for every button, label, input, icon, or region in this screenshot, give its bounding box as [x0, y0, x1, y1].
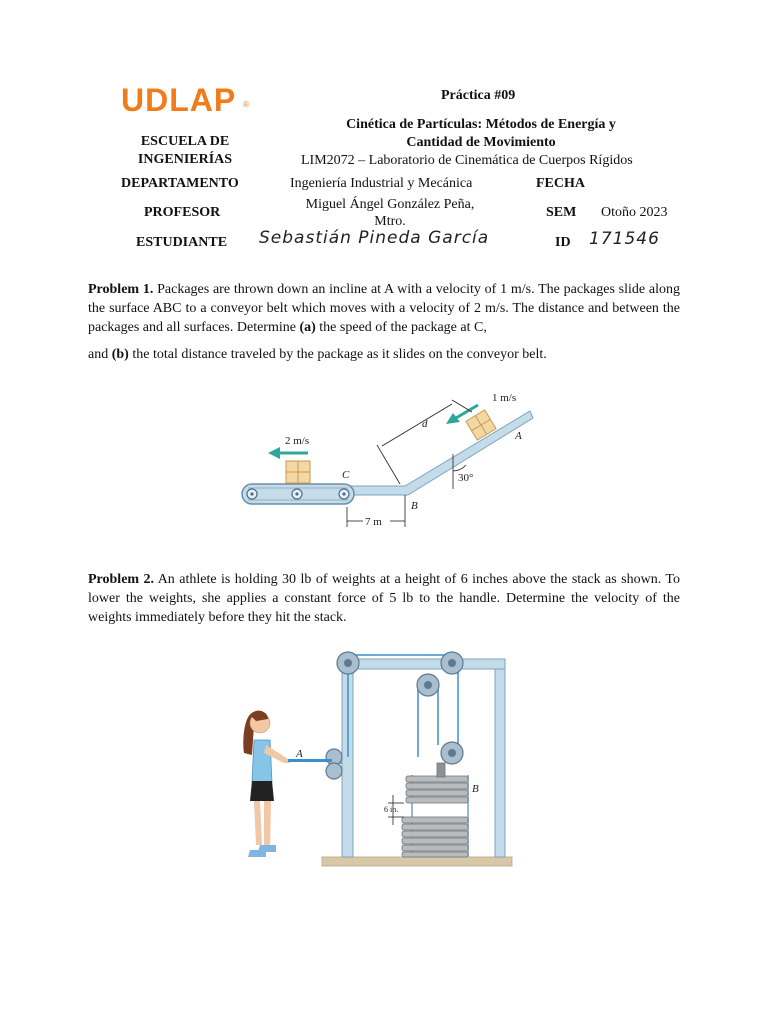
handle: [288, 759, 332, 762]
part-b-marker: (b): [111, 347, 129, 362]
semester-value: Otoño 2023: [601, 205, 668, 220]
figure-incline-conveyor: [230, 385, 540, 535]
floor: [322, 857, 512, 866]
problem-1-text: [88, 280, 680, 337]
package-on-belt: [286, 461, 310, 483]
registered-mark: ®: [243, 100, 249, 109]
professor-value-line1: Miguel Ángel González Peña,: [305, 197, 475, 212]
course-name: LIM2072 – Laboratorio de Cinemática de Cuerpos Rígidos: [301, 153, 633, 168]
label-belt-velocity: 2 m/s: [285, 435, 310, 447]
athlete-figure: [243, 711, 332, 857]
practice-title: Práctica #09: [441, 88, 516, 103]
label-6in: 6 in.: [384, 805, 399, 814]
id-label: ID: [555, 235, 571, 250]
student-label: ESTUDIANTE: [136, 235, 228, 250]
label-weights-b: B: [472, 783, 479, 795]
label-point-c: C: [342, 469, 350, 481]
problem-1-heading: Problem 1.: [88, 282, 154, 297]
athlete-shoe-right: [258, 845, 276, 852]
label-incline-velocity: 1 m/s: [492, 392, 517, 404]
semester-label: SEM: [546, 205, 577, 220]
athlete-leg-left: [254, 801, 262, 845]
problem-1-and: and: [88, 347, 112, 362]
problem-2-body: An athlete is holding 30 lb of weights at a height of 6 inches above the stack as shown. To lower the weights, she applies a constant force of 5 lb to the handle. Determine the velocity of the weights immediately before they hit the stack.: [88, 572, 680, 625]
date-label: FECHA: [536, 176, 585, 191]
label-point-a: A: [515, 430, 522, 442]
udlap-logo: UDLAP: [121, 82, 237, 118]
figure-weight-machine: [230, 645, 530, 875]
topic-title-line1: Cinética de Partículas: Métodos de Energía y: [346, 117, 616, 132]
athlete-shorts: [250, 781, 274, 801]
incline-surface: [348, 411, 533, 495]
label-point-b: B: [411, 500, 418, 512]
professor-value-line2: Mtro.: [374, 214, 406, 229]
label-7m: 7 m: [365, 516, 382, 528]
problem-1-body-3: the total distance traveled by the package as it slides on the conveyor belt.: [128, 347, 547, 362]
athlete-shirt: [252, 740, 272, 782]
label-handle-a: A: [296, 748, 303, 760]
belt-velocity-arrow: [268, 447, 308, 459]
weight-stack: [402, 817, 468, 857]
label-angle: 30°: [458, 472, 474, 484]
student-id-handwritten: 171546: [589, 229, 660, 249]
problem-2-heading: Problem 2.: [88, 572, 155, 587]
department-value: Ingeniería Industrial y Mecánica: [290, 176, 473, 191]
raised-weights: [406, 763, 468, 803]
part-a-marker: (a): [299, 320, 316, 335]
athlete-leg-right: [264, 801, 271, 850]
problem-1-text-line2: [88, 345, 680, 364]
school-label-line2: INGENIERÍAS: [137, 152, 233, 167]
problem-1-body: Packages are thrown down an incline at A with a velocity of 1 m/s. The packages slide along the surface ABC to a conveyor belt which moves with a velocity of 2 m/s. The distance and between the packages and all surfaces. Determine: [88, 282, 680, 335]
label-d: d: [422, 418, 428, 430]
school-label-line1: ESCUELA DE: [140, 134, 230, 149]
professor-label: PROFESOR: [144, 205, 221, 220]
student-signature: Sebastián Pineda García: [259, 228, 490, 248]
problem-1-body-2: the speed of the package at C,: [315, 320, 487, 335]
department-label: DEPARTAMENTO: [121, 176, 239, 191]
topic-title-line2: Cantidad de Movimiento: [406, 135, 556, 150]
problem-2-text: [88, 570, 680, 627]
